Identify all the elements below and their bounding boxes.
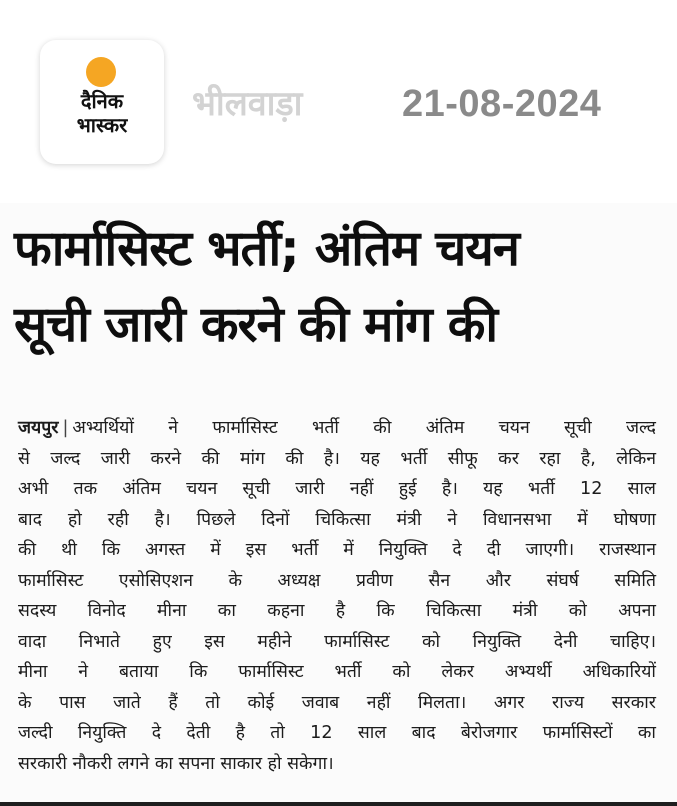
body-line: से जल्द जारी करने की मांग की है। यह भर्ती सीफू कर रहा है, लेकिन: [18, 448, 656, 469]
edition-date: 21-08-2024: [402, 83, 602, 125]
headline: [14, 211, 664, 363]
body-line: के पास जाते हैं तो कोई जवाब नहीं मिलता। अगर राज्य सरकार: [18, 692, 656, 713]
header-bar: [0, 0, 677, 200]
sun-icon: [86, 57, 116, 87]
dateline-separator: |: [62, 418, 69, 438]
article-body: [18, 413, 656, 779]
body-line: सदस्य विनोद मीना का कहना है कि चिकित्सा मंत्री को अपना: [18, 601, 656, 621]
body-line-text: अभ्यर्थियों ने फार्मासिस्ट भर्ती की अंतिम चयन सूची जल्द: [72, 418, 656, 438]
body-line: की थी कि अगस्त में इस भर्ती में नियुक्ति दे दी जाएगी। राजस्थान: [18, 540, 656, 560]
bottom-divider: [0, 802, 677, 806]
dainik-bhaskar-logo: [40, 40, 164, 164]
body-line: सरकारी नौकरी लगने का सपना साकार हो सकेगा।: [18, 753, 334, 774]
body-line: जल्दी नियुक्ति दे देती है तो 12 साल बाद बेरोजगार फार्मासिस्टों का: [18, 723, 656, 743]
body-line: अभी तक अंतिम चयन सूची जारी नहीं हुई है। यह भर्ती 12 साल: [18, 479, 656, 499]
dateline: जयपुर: [18, 418, 59, 438]
edition-city: भीलवाड़ा: [192, 84, 303, 124]
newspaper-clipping: [0, 203, 677, 806]
body-line: वादा निभाते हुए इस महीने फार्मासिस्ट को नियुक्ति देनी चाहिए।: [18, 631, 656, 652]
headline-line: सूची जारी करने की मांग की: [14, 296, 498, 353]
body-line: [18, 413, 656, 444]
body-line: फार्मासिस्ट एसोसिएशन के अध्यक्ष प्रवीण सैन और संघर्ष समिति: [18, 570, 656, 591]
body-line: बाद हो रही है। पिछले दिनों चिकित्सा मंत्री ने विधानसभा में घोषणा: [18, 509, 656, 530]
body-line: मीना ने बताया कि फार्मासिस्ट भर्ती को लेकर अभ्यर्थी अधिकारियों: [18, 662, 656, 682]
logo-text-line2: भास्कर: [76, 113, 128, 137]
logo-text-line1: दैनिक: [80, 89, 124, 113]
headline-line: फार्मासिस्ट भर्ती; अंतिम चयन: [14, 220, 519, 277]
